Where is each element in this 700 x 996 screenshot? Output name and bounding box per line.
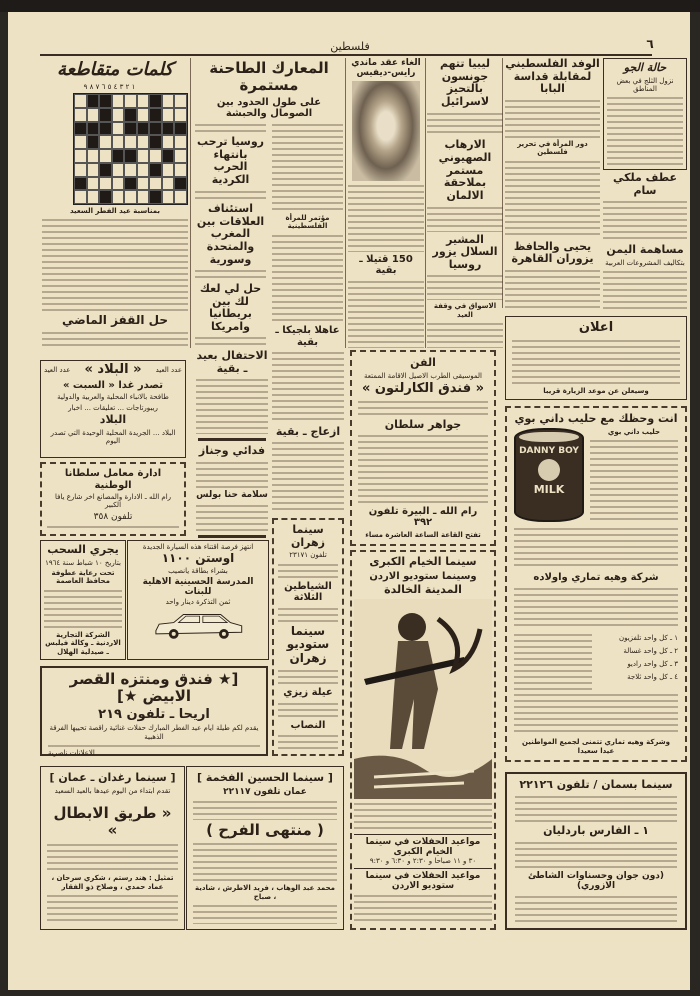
khayyam-times1: مواعيد الحفلات في سينما الخيام الكبرى (365, 836, 481, 857)
basman-cinema-ad (505, 772, 687, 930)
austin-top: انتهز فرصة اقتناء هذه السيارة الجديدة (142, 543, 254, 551)
left-subcolumn (195, 122, 266, 349)
mandy-column (348, 58, 424, 348)
markets-headline: الاسواق في وقفة العيد (433, 302, 497, 319)
ad-body-text (514, 692, 678, 736)
hussein-title: [ سينما الحسين الفخمة ] (197, 771, 333, 784)
crossword-grid[interactable] (73, 93, 188, 205)
raghadan-title: [ سينما رغدان ـ عمان ] (49, 771, 176, 784)
dannyboy-brand-column (590, 428, 678, 524)
fidai-subhead: سلامة حنا بولس (196, 490, 268, 501)
khayyam-times2: مواعيد الحفلات في سينما ستوديو الاردن (365, 870, 481, 891)
royal-headline: عطف ملكي سام (613, 171, 677, 197)
belgium-headline: عاهلا بلجيكا ـ بقية (275, 325, 340, 348)
crossword-column (42, 60, 188, 350)
yemen-headline: مساهمة اليمن (606, 243, 684, 257)
weather-column (603, 58, 687, 312)
article-body-text (195, 335, 266, 348)
column-divider (345, 58, 346, 348)
article-body-text (272, 440, 344, 514)
ad-body-text (278, 562, 338, 579)
sultana-address: رام الله ـ الادارة والمصانع اخر شارع يافا الكبير (54, 493, 172, 510)
crossword-title: كلمات متقاطعة (57, 59, 173, 80)
article-body-text (348, 183, 424, 252)
bilad-name: البلاد (99, 413, 127, 427)
hussein-cast: محمد عبد الوهاب ، فريد الاطرش ، شادية ، صباح (195, 884, 335, 901)
carlton-title: « فندق الكارلتون » (361, 381, 485, 397)
white-palace-hotel-ad (40, 666, 268, 756)
ad-body-text (512, 338, 680, 385)
article-body-text (603, 199, 687, 242)
article-body-text (195, 122, 266, 135)
khayyam-schedule-section (354, 834, 492, 866)
bilad-title: « البلاد » (84, 362, 142, 377)
dannyboy-prize-row (514, 632, 678, 690)
austin-lottery-ad (127, 540, 269, 660)
yahya-headline: يحيى والحافظ يزوران القاهرة (511, 239, 594, 266)
ad-body-text (590, 438, 678, 524)
ad-body-text (48, 743, 260, 747)
zahran-phone: تلفون ٢٣١٧١ (289, 551, 327, 560)
khayyam-title: سينما الخيام الكبرى (369, 555, 477, 568)
prize-list (598, 632, 678, 690)
disturbance-headline: ازعاج ـ بقية (275, 424, 341, 438)
carlton-footer: تفتح القاعة الساعة العاشرة مساء (365, 530, 481, 539)
notice-footer: وسيعلن عن موعد الزيارة قريبا (543, 386, 649, 395)
austin-model: اوستن ١١٠٠ (161, 551, 235, 566)
masthead-rule (40, 54, 652, 56)
ad-body-text (278, 606, 338, 623)
zahran-title: سينما زهران (291, 523, 325, 549)
dannyboy-brand: حليب داني بوي (607, 427, 661, 436)
notice-ad (505, 316, 687, 400)
zahran-film: الشياطين الثلاثة (284, 580, 332, 604)
austin-buy: بشراء بطاقة يانصيب (168, 567, 228, 576)
mandy-headline: الغاء عقد ماندي رايس-ديفيس (351, 58, 421, 79)
section-rule (198, 438, 266, 441)
ad-body-text (44, 588, 122, 629)
terror-headline: الارهاب الصهيوني مستمر بملاحقة الالمان (438, 138, 492, 203)
prize-item: ٢ ـ كل واحد غسالة (623, 646, 678, 655)
hussein-film: ( منتهى الفرح ) (206, 820, 324, 839)
sultana-phone: تلفون ٣٥٨ (93, 511, 133, 522)
carlton-hotel-ad (350, 350, 496, 546)
article-body-text (427, 273, 503, 300)
bilad-ad (40, 360, 186, 458)
article-body-text (505, 268, 600, 308)
weather-subhead: نزول الثلج في بعض المناطق (616, 76, 674, 94)
delegation-headline: الوفد الفلسطيني لمقابلة قداسة البابا (505, 57, 600, 96)
women-role-headline: دور المرأة في تحرير فلسطين (517, 139, 588, 157)
somalia-column (195, 60, 343, 348)
ad-body-text (514, 526, 678, 570)
column-divider (425, 58, 426, 348)
raghadan-cinema-ad (40, 766, 185, 930)
lottery-draw-ad (40, 540, 126, 660)
ad-body-text (193, 799, 337, 820)
basman-film: ١ ـ الفارس باردليان (543, 823, 649, 837)
zahran-film2: عيلة زيزي (283, 687, 333, 699)
carlton-phone: رام الله ـ البيرة تلفون ٣٩٢ (368, 505, 478, 529)
ad-body-text (354, 801, 492, 832)
ad-body-text (354, 893, 492, 924)
column-divider (190, 58, 191, 348)
carlton-line: الموسيقى الطرب الاصيل الاقامة الممتعة (364, 371, 482, 380)
carlton-top: الفن (410, 356, 436, 369)
bilad-header (44, 363, 182, 378)
ad-body-text (193, 841, 337, 883)
sultana-title: ادارة معامل سلطانا الوطنية (64, 468, 162, 491)
article-body-text (196, 503, 268, 531)
bilad-footer: البلاد ... الجريدة المحلية الوحيدة التي تصدر اليوم (50, 428, 176, 446)
basman-film2: (دون جوان وحسناوات الشاطئ الازوري) (527, 870, 665, 892)
article-body-text (427, 111, 503, 138)
article-body-text (195, 189, 266, 202)
zahran-film3: النصاب (290, 719, 326, 731)
can-emblem (538, 459, 560, 481)
danny-boy-milk-ad (505, 406, 687, 762)
ad-body-text (515, 840, 677, 869)
raghadan-line: تقدم ابتداء من اليوم عيدها بالعيد السعيد (54, 786, 171, 795)
article-body-text (272, 233, 343, 323)
page-number: ٦ (646, 37, 654, 51)
khayyam-film: المدينة الخالدة (384, 583, 462, 597)
white-palace-phone: اريحا ـ تلفون ٢١٩ (98, 706, 210, 722)
sallal-headline: المشير السلال يزور روسيا (432, 232, 498, 271)
hussein-phone: عمان تلفون ٢٢١١٧ (223, 786, 307, 797)
raghadan-film: « طريق الابطال » (53, 804, 172, 840)
dannyboy-company: شركة وهيه تماري واولاده (533, 572, 659, 583)
milk-can-illustration (514, 428, 584, 522)
article-body-text (603, 269, 687, 312)
ad-body-text (358, 399, 488, 417)
relations-headline: استئناف العلاقات بين المغرب والمتحدة وسورية (196, 202, 265, 266)
article-body-text (348, 279, 424, 348)
yemen-subhead: بتكاليف المشروعات العربية (605, 258, 685, 267)
can-milk-label: MILK (533, 482, 565, 496)
basman-title: سينما بسمان / تلفون ٢٢١٢٦ (519, 778, 673, 791)
article-body-text (427, 205, 503, 232)
bilad-right-tag: عدد العيد (155, 366, 182, 375)
crossword-numbers: ١ ٢ ٣ ٤ ٥ ٦ ٧ ٨ ٩ (83, 82, 136, 91)
ad-body-text (193, 903, 337, 924)
crossword-clues (42, 217, 188, 312)
crossword-subtitle: بمناسبة عيد الفطر السعيد (69, 207, 161, 216)
studio-schedule-section (354, 868, 492, 892)
fidai-headline: فدائي وجناز (198, 444, 266, 458)
dannyboy-top-row (514, 428, 678, 524)
somalia-headline: المعارك الطاحنة مستمرة (209, 59, 329, 95)
article-body-text (427, 321, 503, 348)
zahran-studio-title: سينما ستوديو زهران (286, 623, 330, 666)
article-body-text (505, 159, 600, 239)
ad-body-text (278, 733, 338, 750)
somalia-subhead: على طول الحدود بين الصومال والحبشة (216, 96, 322, 119)
notice-title: اعلان (578, 320, 614, 335)
khayyam-title2: وسينما ستوديو الاردن (369, 570, 477, 582)
ad-body-text (278, 668, 338, 685)
middle-lower-column (196, 350, 268, 540)
ad-body-text (47, 524, 179, 530)
article-body-text (272, 350, 344, 424)
article-body-text (196, 460, 268, 488)
white-palace-body: يقدم لكم طيلة ايام عيد الفطر المبارك حفلات غنائية راقصة تحييها الفرقة الذهبية (49, 724, 259, 741)
celebration-headline: الاحتفال بعيد ـ بقية (196, 349, 268, 375)
bilad-line3: ريبورتاجات ... تعليقات ... اخبار (68, 403, 158, 412)
mandy-caption: 150 قتيلا ـ بقية (359, 253, 413, 277)
ad-body-text (514, 632, 592, 690)
ad-body-text (47, 893, 178, 924)
weather-headline: حالة الجو (623, 61, 667, 74)
draw-title: يجري السحب (47, 543, 119, 556)
article-body-text (195, 268, 266, 281)
crossword-solution (42, 330, 188, 350)
sultana-ad (40, 462, 186, 536)
libya-headline: ليبيا تتهم جونسون بالتحيز لاسرائيل (439, 57, 491, 108)
dannyboy-closing: وشركة وهيه تماري تتمنى لجميع المواطنين عيدا سعيدا (521, 738, 671, 755)
carlton-singer: جواهر سلطان (384, 417, 462, 431)
film-poster-illustration (354, 599, 492, 799)
delegation-column (505, 58, 600, 308)
austin-price: ثمن التذكرة دينار واحد (165, 598, 231, 607)
prize-item: ٤ ـ كل واحد ثلاجة (627, 672, 678, 681)
article-body-text (272, 122, 343, 212)
article-body-text (196, 377, 268, 434)
can-brand: DANNY BOY (519, 445, 579, 456)
bilad-line1: تصدر غدا « السبت » (62, 379, 164, 391)
section-rule (198, 535, 266, 538)
zahran-ad (272, 518, 344, 756)
can-lid (519, 432, 579, 442)
hussein-cinema-ad (186, 766, 344, 930)
libya-column (427, 58, 503, 348)
ad-body-text (515, 894, 677, 923)
bilad-left-tag: عدد العيد (44, 366, 71, 375)
austin-school: المدرسة الحسينية الاهلية للبنات (142, 576, 254, 597)
draw-shops: الشركة التجارية الاردنية ـ وكالة فيلبس ـ صيدلية الهلال (45, 630, 121, 656)
ad-body-text (515, 794, 677, 823)
right-subcolumn (272, 122, 343, 349)
prize-item: ١ ـ كل واحد تلفزيون (618, 633, 678, 642)
britain-headline: حل لي لعك لك بين بريطانيا وامريكا (199, 281, 262, 333)
white-palace-signature: الاعلانات ناصرية (48, 749, 95, 758)
paper-name: فلسطين (330, 40, 370, 53)
portrait-photo (352, 81, 420, 181)
ad-body-text (47, 842, 178, 873)
bilad-line2: طافحة بالانباء المحلية والعربية والدولية (57, 393, 169, 402)
khayyam-schedule: ٣٠ و ١١ صباحا و ٢:٣٠ و ٦:٣٠ و ٩:٣٠ (369, 857, 477, 866)
khayyam-cinema-ad (350, 550, 496, 930)
weather-box (603, 58, 687, 170)
prize-item: ٣ ـ كل واحد راديو (627, 659, 678, 668)
white-palace-title: [★ فندق ومنتزه القصر الابيض ★] (69, 670, 239, 706)
disturbance-column (272, 350, 344, 514)
ad-body-text (358, 433, 488, 503)
women-headline: مؤتمر للمرأة الفلسطينية (285, 213, 330, 231)
draw-date: بتاريخ ١٠ شباط سنة ١٩٦٤ (45, 558, 121, 567)
dannyboy-title: انت وحظك مع حليب داني بوي (514, 412, 678, 425)
article-body-text (607, 95, 683, 166)
ad-body-text (278, 701, 338, 718)
raghadan-cast: تمثيل : هند رستم ، شكري سرحان ، عماد حمدي ، وصلاح ذو الفقار (51, 874, 174, 891)
scan-border (0, 0, 700, 12)
draw-patron: تحت رعاية عطوفة محافظ العاصمة (51, 569, 115, 586)
car-illustration (148, 608, 248, 642)
somalia-subcolumns (195, 122, 343, 349)
russia-headline: روسيا ترحب بانتهاء الحرب الكردية (197, 135, 264, 186)
crossword-solution-title: حل القفز الماضي (62, 313, 168, 328)
ad-body-text (514, 586, 678, 630)
article-body-text (505, 98, 600, 138)
